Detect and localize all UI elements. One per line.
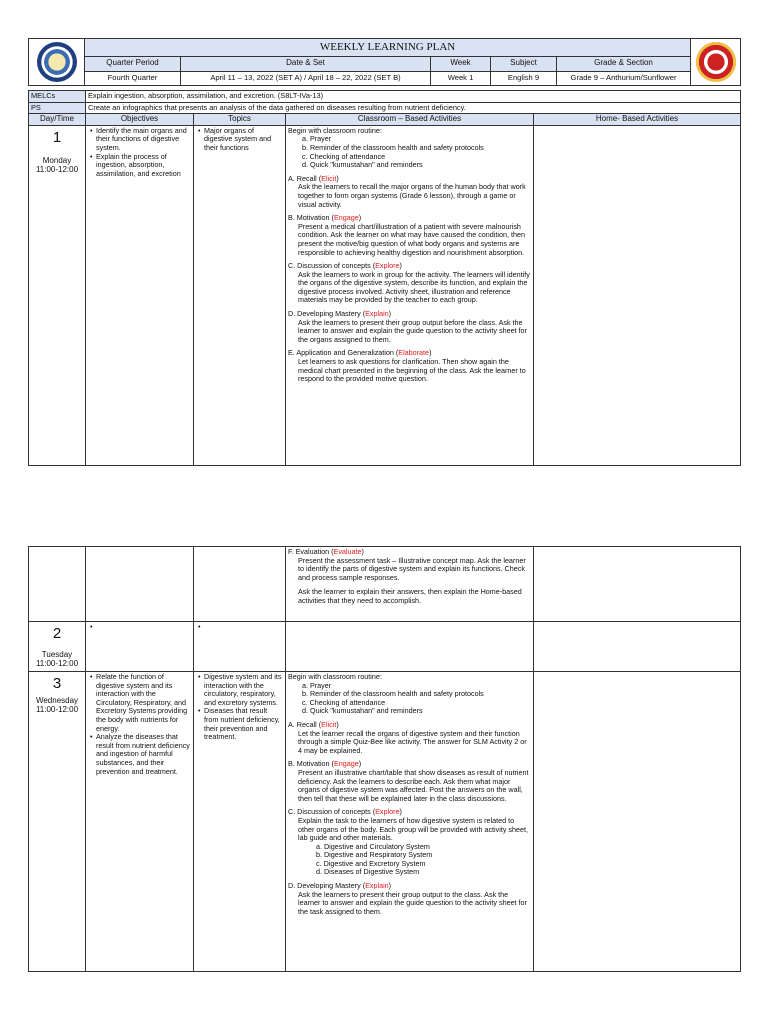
day3-number: 3 [52,675,62,692]
subject-value: English 9 [491,71,557,86]
sub-topic-item: a. Digestive and Circulatory System [316,841,430,851]
week-label: Week [431,57,491,72]
day3-objective: • Analyze the diseases that result from nutrient deficiency and ingestion of harmful substances, and their prevention and treatment. [96,733,191,776]
day2-name: Tuesday [41,650,73,659]
day1-topics [194,125,286,465]
sub-topic-item: d. Diseases of Digestive System [316,867,420,877]
day3-home [534,672,741,972]
school-seal-logo [691,39,741,86]
deped-seal-icon [37,42,77,82]
day3-objectives [86,672,194,972]
day1-section-b: B. Motivation (Engage) Present a medical chart/illustration of a patient with severe malnourish condition. Ask the learner on what may have caused the condition, then present the motive/big question of what body organs and systems are responsible to achieving healthy digestion and nourishment absorption. [288,213,525,257]
day3-objective: • Relate the function of digestive system and its interaction with the Circulatory, Respiratory, and Excretory Systems providing the body with nutrients for energy. [96,673,191,733]
day2-topics [194,622,286,672]
day1-activities [286,125,534,465]
ps-label: PS [29,102,86,114]
day1-section-e: E. Application and Generalization (Elaborate) Let learners to ask questions for clarification. Then show again the medical chart presented in the beginning of the class. Ask the learner to respond to the provided motive question. [288,348,526,384]
col-classroom: Classroom – Based Activities [286,114,534,126]
day3-topic: • Digestive system and its interaction with the circulatory, respiratory, and excretory systems. [204,673,283,707]
day2-row [29,622,741,672]
week-value: Week 1 [431,71,491,86]
day3-topics [194,672,286,972]
day3-section-d: D. Developing Mastery (Explain) Ask the learners to present their group output to the class. Ask the learner to answer and explain the guide question to the activity sheet for the task assigned to them. [288,881,527,916]
col-topics: Topics [194,114,286,126]
plan-table-1 [28,90,741,466]
day3-section-c: C. Discussion of concepts (Explore) Explain the task to the learners of how digestive system is related to other organs of the body. Each group will be provided with activity sheet, lab guide and other materials. a. Digestive and Circulatory System b. Digestive and Respiratory System c. Digestive and Excretory System d. Diseases of Digestive System [288,808,531,877]
lesson-plan-page-1 [28,38,740,466]
date-label: Date & Set [181,57,431,72]
ps-text: Create an infographics that presents an analysis of the data gathered on diseases resulting from nutrient deficiency. [86,102,741,114]
day2-cell [29,622,86,672]
day1-section-c: C. Discussion of concepts (Explore) Ask the learners to work in group for the activity. The learners will identify the organs of the digestive system, describe its function, and explain the digestive process involved. Activity sheet, illustration and reference materials may be provided by the teacher to each group. [288,261,530,305]
day1-home [534,125,741,465]
melcs-label: MELCs [29,91,86,103]
routine-item: d. Quick "kumustahan" and reminders [302,706,423,716]
day3-row [29,672,741,972]
melcs-text: Explain ingestion, absorption, assimilation, and excretion. (S8LT-IVa-13) [86,91,741,103]
day2-time: 11:00-12:00 [35,659,79,668]
day1-section-d: D. Developing Mastery (Explain) Ask the learners to present their group output before the class. Ask the learner to answer and explain the guide question to the activity sheet for the organs assigned to them. [288,309,527,344]
day3-name: Wednesday [35,696,79,705]
grade-value: Grade 9 – Anthurium/Sunflower [557,71,691,86]
header-table [28,38,741,86]
grade-label: Grade & Section [557,57,691,72]
school-seal-icon [696,42,736,82]
day1-topic: • Major organs of digestive system and their functions [204,127,283,153]
routine-item: a. Prayer [302,680,332,690]
routine-item: b. Reminder of the classroom health and safety protocols [302,689,484,699]
col-home: Home- Based Activities [534,114,741,126]
sub-topic-item: b. Digestive and Respiratory System [316,850,433,860]
day3-section-b: B. Motivation (Engage) Present an illustrative chart/table that show diseases as result of nutrient deficiency. Ask the learners to describe each. Ask them what major organs of digestive system was affected. Post the answers on the wall, then tell that these will be explained later in the class discussions. [288,759,529,803]
evaluation-activity [286,547,534,622]
day2-number: 2 [52,625,62,642]
quarter-value: Fourth Quarter [85,71,181,86]
sub-topic-item: c. Digestive and Excretory System [316,858,426,868]
day1-objective: • Explain the process of ingestion, absorption, assimilation, and excretion [96,153,191,179]
day3-topic: • Diseases that result from nutrient deficiency, their prevention and treatment. [204,707,283,741]
day1-intro: Begin with classroom routine: [288,125,382,135]
date-value: April 11 – 13, 2022 (SET A) / April 18 – 22, 2022 (SET B) [181,71,431,86]
routine-item: c. Checking of attendance [302,151,386,161]
day3-intro: Begin with classroom routine: [288,672,382,681]
day1-objectives [86,125,194,465]
routine-item: b. Reminder of the classroom health and safety protocols [302,142,484,152]
routine-item: d. Quick "kumustahan" and reminders [302,160,423,170]
plan-title: WEEKLY LEARNING PLAN [85,39,691,57]
day1-time: 11:00-12:00 [35,164,79,174]
day1-section-a: A. Recall (Elicit) Ask the learners to recall the major organs of the human body that work together to form organ systems (Grade 6 lesson), through a game or visual activity. [288,173,526,209]
subject-label: Subject [491,57,557,72]
day1-number: 1 [52,128,62,146]
day1-section-f: F. Evaluation (Evaluate) Present the assessment task – Illustrative concept map. Ask the learner to identify the parts of digestive system and explain its functions. Check and process sample responses. Ask the learner to explain their answers, then explain the Home-based activities that they need to accomplish. [288,547,526,605]
day3-cell [29,672,86,972]
day1-row [29,125,741,465]
quarter-label: Quarter Period [85,57,181,72]
col-objectives: Objectives [86,114,194,126]
routine-item: c. Checking of attendance [302,697,386,707]
routine-item: a. Prayer [302,134,332,144]
continuation-row [29,547,741,622]
day1-objective: • Identify the main organs and their functions of digestive system. [96,127,191,153]
lesson-plan-page-2 [28,546,740,972]
day1-cell [29,125,86,465]
plan-table-2 [28,546,741,972]
deped-seal-logo [29,39,85,86]
day1-name: Monday [42,155,72,165]
day3-section-a: A. Recall (Elicit) Let the learner recall the organs of digestive system and their function through a simple Quiz-Bee like activity. The answer for SLM Activity 2 or 4 may be explained. [288,719,527,755]
day2-objectives [86,622,194,672]
day3-time: 11:00-12:00 [35,705,79,714]
day3-activities [286,672,534,972]
col-day-time: Day/Time [29,114,86,126]
